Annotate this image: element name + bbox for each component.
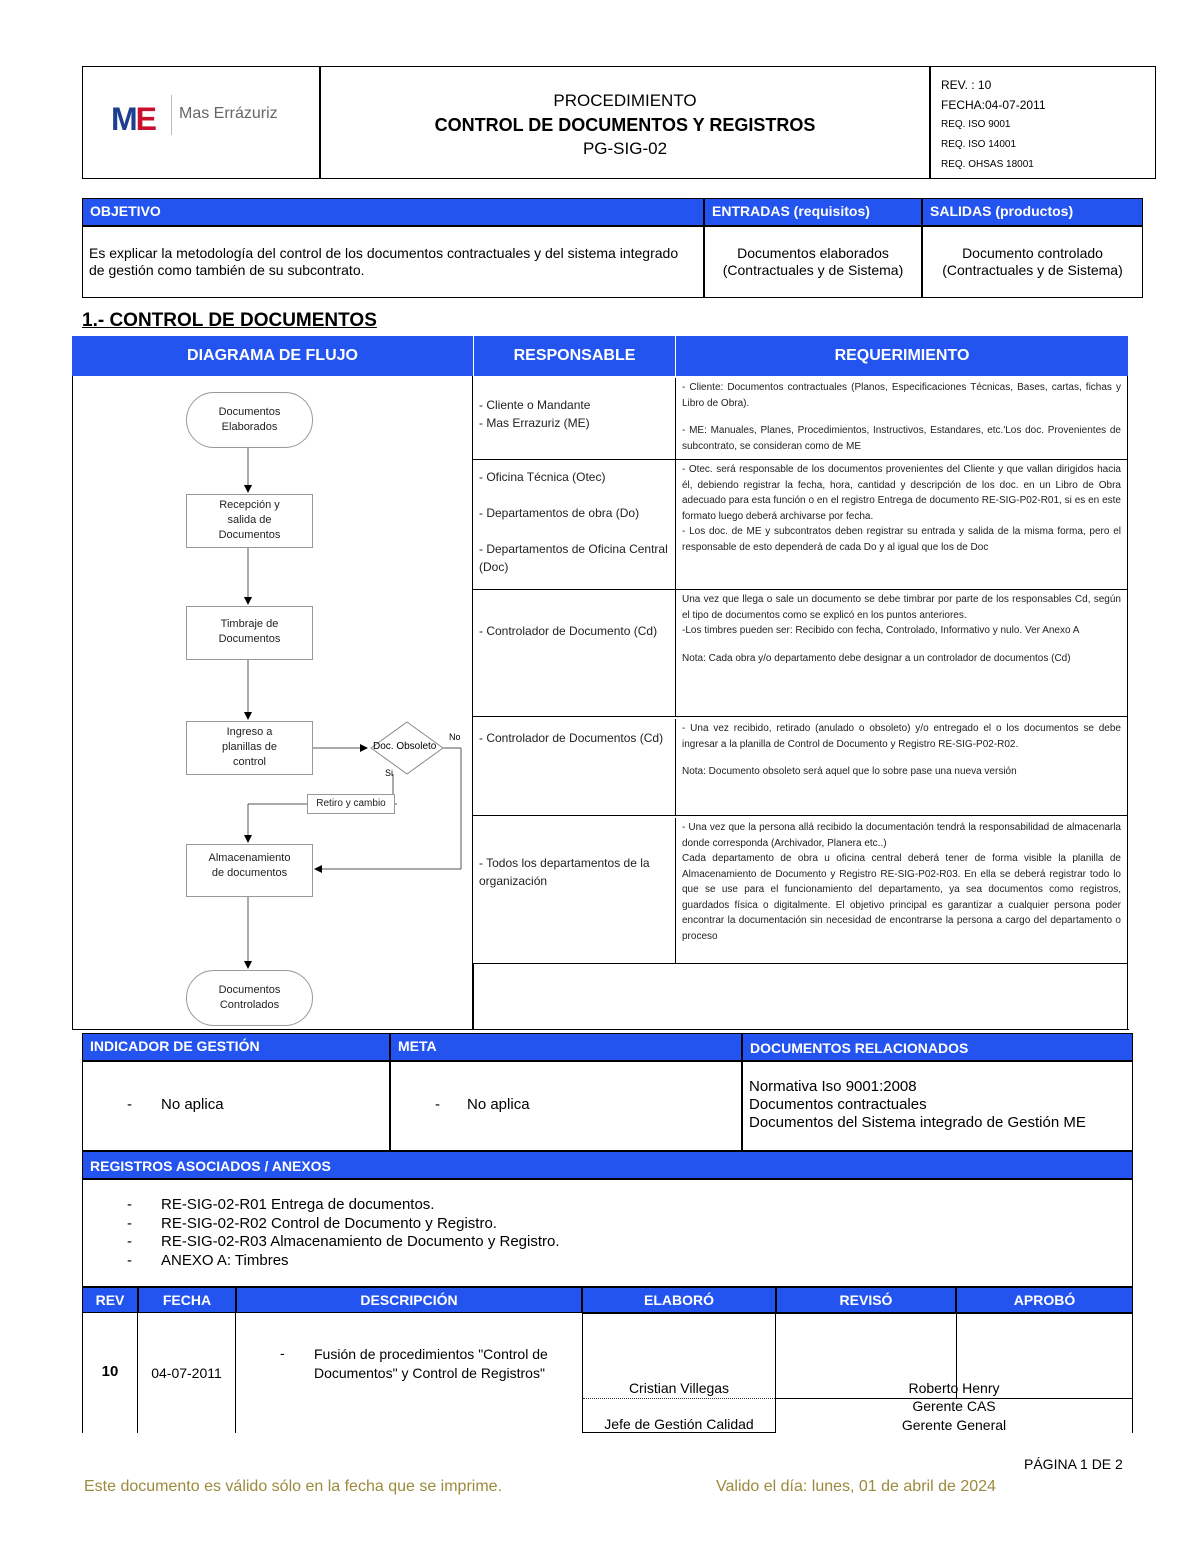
bullet-dash: - xyxy=(280,1345,285,1361)
node-4-line-3: control xyxy=(232,756,267,768)
section-title: 1.- CONTROL DE DOCUMENTOS xyxy=(82,310,377,331)
salidas-cell xyxy=(922,226,1143,298)
column-divider xyxy=(473,964,474,1030)
requerimiento-paragraph: Cada departamento de obra u oficina central deberá tener de forma visible la planilla de Almacenamiento de Documento y Registro RE-SIG-P02-R03. En ella se deberá registrar todo lo que se use para el funcionamiento del departamento, ya sea documentos como registros, guardados física o digitalmente. El objetivo principal es garantizar a cualquier persona poder encontrar la documentación sin necesidad de encontrarse la persona a cargo del departamento o proceso xyxy=(682,853,1121,942)
meta-header: META xyxy=(390,1033,742,1061)
requerimiento-paragraph: Nota: Documento obsoleto será aquel que lo sobre pase una nueva versión xyxy=(682,766,1017,777)
descripcion-header: DESCRIPCIÓN xyxy=(236,1287,582,1313)
req-ohsas: REQ. OHSAS 18001 xyxy=(941,159,1034,170)
node-2-line-1: Recepción y xyxy=(219,499,280,511)
entradas-line1: Documentos elaborados xyxy=(737,245,889,261)
req-iso9001: REQ. ISO 9001 xyxy=(941,119,1011,130)
flow-column-header: DIAGRAMA DE FLUJO xyxy=(72,336,473,376)
registro-text: RE-SIG-02-R03 Almacenamiento de Documento y Registro. xyxy=(161,1233,560,1250)
objetivo-text: Es explicar la metodología del control de los documentos contractuales y del sistema integrado de gestión como también de su subcontrato. xyxy=(82,226,704,298)
node-4-line-1: Ingreso a xyxy=(226,726,273,738)
indicador-cell xyxy=(82,1061,390,1151)
node-recepcion xyxy=(186,494,313,548)
page-title: CONTROL DE DOCUMENTOS Y REGISTROS xyxy=(434,115,816,135)
decision-label: Doc. Obsoleto xyxy=(373,741,437,752)
footer-valid-date: Valido el día: lunes, 01 de abril de 2024 xyxy=(716,1478,996,1495)
requerimiento-paragraph: - Cliente: Documentos contractuales (Planos, Especificaciones Técnicas, Bases, cartas, fichas y Libro de Obra). xyxy=(682,382,1121,409)
entradas-cell xyxy=(704,226,922,298)
process-table xyxy=(473,376,1128,1030)
requerimiento-paragraph: - Una vez que la persona allá recibido la documentación tendrá la responsabilidad de almacenarla donde corresponda (Archivador, Planera etc..) xyxy=(682,822,1121,849)
process-row xyxy=(473,717,1128,816)
req-iso14001: REQ. ISO 14001 xyxy=(941,139,1017,150)
requerimiento-cell xyxy=(675,719,1127,816)
process-row xyxy=(473,816,1128,964)
node-timbraje xyxy=(186,606,313,660)
page-number: PÁGINA 1 DE 2 xyxy=(1024,1456,1123,1472)
node-1-line-1: Documentos xyxy=(218,406,281,418)
requerimiento-paragraph: - Una vez recibido, retirado (anulado o obsoleto) y/o entregado el o los documentos se debe ingresar a la planilla de Control de Documento y Registro RE-SIG-P02-R02. xyxy=(682,723,1121,750)
meta-value: No aplica xyxy=(467,1096,530,1113)
elaboro-header: ELABORÓ xyxy=(582,1287,776,1313)
process-row xyxy=(473,590,1128,717)
node-retiro: Retiro y cambio xyxy=(307,794,395,814)
salidas-line1: Documento controlado xyxy=(962,245,1103,261)
bullet-dash: - xyxy=(127,1096,132,1113)
footer-validity-note: Este documento es válido sólo en la fecha que se imprime. xyxy=(84,1478,503,1495)
responsable-line: - Departamentos de obra (Do) xyxy=(479,506,640,520)
company-name: Mas Errázuriz xyxy=(179,105,278,122)
node-2-line-3: Documentos xyxy=(218,529,281,541)
node-1-line-2: Elaborados xyxy=(221,421,278,433)
reviso-header: REVISÓ xyxy=(776,1287,956,1313)
fecha-value: 04-07-2011 xyxy=(138,1313,236,1433)
reviso-aprobo-cell xyxy=(776,1313,1133,1433)
responsable-line: - Todos los departamentos de la organización xyxy=(479,856,650,888)
header-revision-cell xyxy=(930,66,1156,179)
doc-type: PROCEDIMIENTO xyxy=(553,91,697,110)
header-title-cell xyxy=(320,66,930,179)
company-logo: ME xyxy=(111,101,155,137)
decision-no-label: No xyxy=(449,732,461,742)
indicador-header: INDICADOR DE GESTIÓN xyxy=(82,1033,390,1061)
node-4-line-2: planillas de xyxy=(221,741,278,753)
section-bottom-border xyxy=(72,1029,1129,1030)
requerimiento-cell xyxy=(675,590,1127,717)
reviso-name: Roberto Henry xyxy=(776,1380,1132,1399)
elaboro-name: Cristian Villegas xyxy=(583,1380,775,1399)
related-doc: Documentos contractuales xyxy=(749,1096,927,1113)
requerimiento-cell xyxy=(675,460,1127,590)
responsable-line: - Departamentos de Oficina Central (Doc) xyxy=(479,542,668,574)
registro-item: - RE-SIG-02-R02 Control de Documento y Registro. xyxy=(127,1214,497,1232)
reviso-role: Gerente CAS xyxy=(912,1398,996,1414)
meta-cell xyxy=(390,1061,742,1151)
elaboro-cell xyxy=(582,1313,776,1433)
flow-diagram-area xyxy=(72,376,473,1030)
requerimiento-paragraph: Una vez que llega o sale un documento se debe timbrar por parte de los responsables Cd, según el tipo de documentos como se explicó en los puntos anteriores. xyxy=(682,594,1121,621)
descripcion-cell xyxy=(236,1313,582,1433)
related-doc: Normativa Iso 9001:2008 xyxy=(749,1078,917,1095)
documentos-relacionados-cell xyxy=(742,1061,1133,1151)
responsable-cell xyxy=(473,392,675,436)
node-6-line-1: Documentos xyxy=(218,984,281,996)
fecha-header: FECHA xyxy=(138,1287,236,1313)
requerimiento-paragraph: Nota: Cada obra y/o departamento debe designar a un controlador de documentos (Cd) xyxy=(682,652,1071,664)
rev-header: REV xyxy=(82,1287,138,1313)
requerimiento-paragraph: - ME: Manuales, Planes, Procedimientos, Instructivos, Estandares, etc.'Los doc. Provenientes de subcontrato, se consideran como de ME xyxy=(682,425,1121,452)
indicador-value: No aplica xyxy=(161,1096,224,1113)
responsable-line: - Controlador de Documentos (Cd) xyxy=(479,731,664,745)
requerimiento-column-header: REQUERIMIENTO xyxy=(676,336,1128,376)
requerimiento-cell xyxy=(675,818,1127,964)
registro-text: ANEXO A: Timbres xyxy=(161,1251,289,1269)
decision-si-label: Si xyxy=(385,768,394,778)
salidas-line2: (Contractuales y de Sistema) xyxy=(942,262,1123,278)
node-3-line-2: Documentos xyxy=(218,633,281,645)
revision-number: REV. : 10 xyxy=(941,78,992,92)
node-6-line-2: Controlados xyxy=(219,999,280,1011)
responsable-cell xyxy=(473,464,675,580)
registro-text: RE-SIG-02-R01 Entrega de documentos. xyxy=(161,1196,435,1213)
node-almacenamiento xyxy=(186,844,313,897)
node-5-line-2: de documentos xyxy=(211,867,288,879)
responsable-line: - Cliente o Mandante xyxy=(479,398,591,412)
responsable-column-header: RESPONSABLE xyxy=(474,336,675,376)
salidas-header: SALIDAS (productos) xyxy=(922,198,1143,226)
requerimiento-paragraph: - Otec. será responsable de los documentos provenientes del Cliente y que vallan dirigidos hacia él, debiendo registrar la fecha, hora, cantidad y descripción de los doc. en un Libro de Obra adecuado para esta función o en el registro Entrega de documento RE-SIG-P02-R01, si es en este formato luego deberá archivarse por fecha. xyxy=(682,464,1121,522)
requerimiento-paragraph: -Los timbres pueden ser: Recibido con fecha, Controlado, Informativo y nulo. Ver Anexo A xyxy=(682,625,1080,636)
descripcion-value: Fusión de procedimientos "Control de Documentos" y Control de Registros" xyxy=(314,1346,548,1381)
header-logo-cell xyxy=(82,66,320,179)
node-ingreso xyxy=(186,721,313,775)
entradas-header: ENTRADAS (requisitos) xyxy=(704,198,922,226)
registros-header: REGISTROS ASOCIADOS / ANEXOS xyxy=(82,1151,1133,1179)
registro-text: RE-SIG-02-R02 Control de Documento y Registro. xyxy=(161,1214,497,1232)
flow-connectors xyxy=(73,376,474,1030)
registro-item: - RE-SIG-02-R01 Entrega de documentos. xyxy=(127,1196,435,1213)
requerimiento-paragraph: - Los doc. de ME y subcontratos deben registrar su entrada y salida de la misma forma, pero el responsable de esto dependerá de cada Do y al igual que los de Doc xyxy=(682,526,1121,553)
doc-code: PG-SIG-02 xyxy=(582,139,668,158)
process-row xyxy=(473,460,1128,590)
entradas-line2: (Contractuales y de Sistema) xyxy=(722,262,904,278)
objetivo-header: OBJETIVO xyxy=(82,198,704,226)
node-5-line-1: Almacenamiento xyxy=(208,852,291,864)
revision-date: FECHA:04-07-2011 xyxy=(941,98,1046,112)
documentos-relacionados-header: DOCUMENTOS RELACIONADOS xyxy=(742,1033,1133,1061)
process-row xyxy=(473,376,1128,460)
node-documentos-elaborados xyxy=(186,392,313,448)
registro-item: - ANEXO A: Timbres xyxy=(127,1251,289,1269)
aprobo-role: Gerente General xyxy=(901,1417,1007,1433)
aprobo-header: APROBÓ xyxy=(956,1287,1133,1313)
rev-value: 10 xyxy=(82,1313,138,1433)
node-2-line-2: salida de xyxy=(227,514,272,526)
responsable-line: - Mas Errazuriz (ME) xyxy=(479,416,590,430)
responsable-cell xyxy=(473,725,675,751)
responsable-cell xyxy=(473,850,675,894)
responsable-line: - Oficina Técnica (Otec) xyxy=(479,470,606,484)
logo-divider xyxy=(171,95,172,135)
elaboro-role: Jefe de Gestión Calidad xyxy=(604,1416,754,1432)
responsable-line: - Controlador de Documento (Cd) xyxy=(479,624,658,638)
related-doc: Documentos del Sistema integrado de Gestión ME xyxy=(749,1114,1086,1131)
registros-list xyxy=(82,1179,1133,1287)
node-documentos-controlados xyxy=(186,970,313,1026)
node-3-line-1: Timbraje de xyxy=(220,618,279,630)
registro-item: - RE-SIG-02-R03 Almacenamiento de Documento y Registro. xyxy=(127,1233,560,1250)
bullet-dash: - xyxy=(435,1096,440,1113)
responsable-cell xyxy=(473,618,675,644)
requerimiento-cell xyxy=(675,378,1127,460)
